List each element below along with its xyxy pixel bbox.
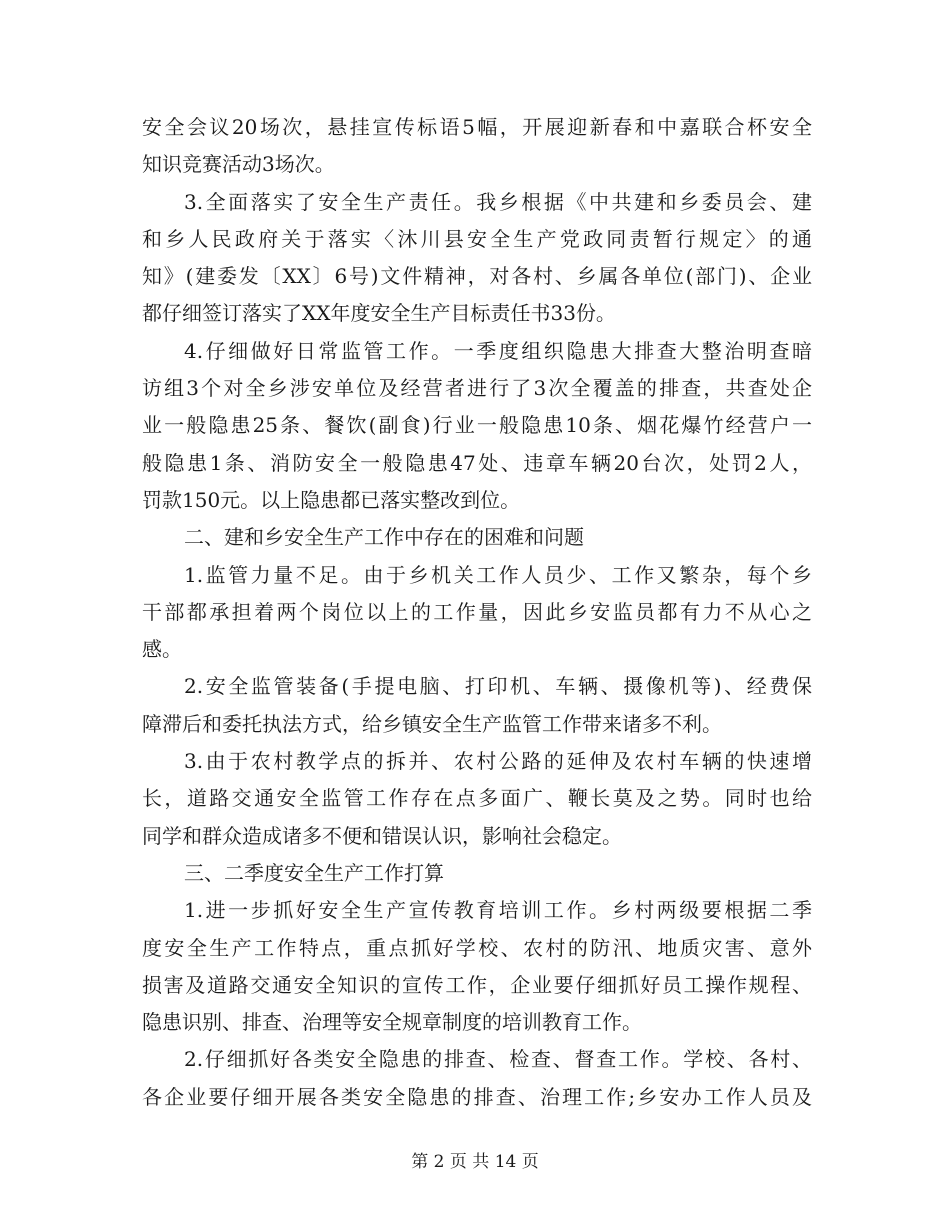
- page-number-footer: 第 2 页 共 14 页: [411, 1152, 539, 1172]
- text-line: 度安全生产工作特点，重点抓好学校、农村的防汛、地质灾害、意外: [142, 935, 812, 960]
- text-line: 1.进一步抓好安全生产宣传教育培训工作。乡村两级要根据二季: [184, 898, 812, 923]
- text-line: 3.由于农村教学点的拆并、农村公路的延伸及农村车辆的快速增: [184, 749, 812, 774]
- text-line: 各企业要仔细开展各类安全隐患的排查、治理工作;乡安办工作人员及: [142, 1084, 812, 1109]
- text-line: 2.安全监管装备(手提电脑、打印机、车辆、摄像机等)、经费保: [184, 674, 812, 699]
- text-line: 知识竞赛活动3场次。: [142, 152, 335, 177]
- text-line: 3.全面落实了安全生产责任。我乡根据《中共建和乡委员会、建: [184, 189, 812, 214]
- text-line: 2.仔细抓好各类安全隐患的排查、检查、督查工作。学校、各村、: [184, 1047, 812, 1072]
- text-line: 安全会议20场次，悬挂宣传标语5幅，开展迎新春和中嘉联合杯安全: [142, 115, 812, 139]
- text-line: 都仔细签订落实了XX年度安全生产目标责任书33份。: [142, 301, 616, 326]
- text-line: 和乡人民政府关于落实〈沐川县安全生产党政同责暂行规定〉的通: [142, 226, 812, 251]
- text-line: 障滞后和委托执法方式，给乡镇安全生产监管工作带来诸多不利。: [142, 711, 722, 736]
- text-line: 长，道路交通安全监管工作存在点多面广、鞭长莫及之势。同时也给: [142, 786, 812, 811]
- document-body: [142, 109, 812, 1116]
- text-line: 业一般隐患25条、餐饮(副食)行业一般隐患10条、烟花爆竹经营户一: [142, 413, 812, 438]
- text-line: 感。: [142, 637, 182, 662]
- section-heading: 三、二季度安全生产工作打算: [184, 860, 444, 885]
- section-heading: 二、建和乡安全生产工作中存在的困难和问题: [184, 525, 584, 550]
- text-line: 知》(建委发〔XX〕6号)文件精神，对各村、乡属各单位(部门)、企业: [142, 264, 812, 289]
- text-line: 隐患识别、排查、治理等安全规章制度的培训教育工作。: [142, 1010, 642, 1035]
- text-line: 损害及道路交通安全知识的宣传工作，企业要仔细抓好员工操作规程、: [142, 972, 812, 997]
- text-line: 4.仔细做好日常监管工作。一季度组织隐患大排查大整治明查暗: [184, 338, 812, 363]
- text-line: 1.监管力量不足。由于乡机关工作人员少、工作又繁杂，每个乡: [184, 562, 812, 587]
- text-line: 般隐患1条、消防安全一般隐患47处、违章车辆20台次，处罚2人，: [142, 450, 812, 475]
- text-line: 访组3个对全乡涉安单位及经营者进行了3次全覆盖的排查，共查处企: [142, 376, 812, 401]
- text-line: 同学和群众造成诸多不便和错误认识，影响社会稳定。: [142, 823, 622, 848]
- text-line: 罚款150元。以上隐患都已落实整改到位。: [142, 487, 521, 512]
- text-line: 干部都承担着两个岗位以上的工作量，因此乡安监员都有力不从心之: [142, 599, 812, 624]
